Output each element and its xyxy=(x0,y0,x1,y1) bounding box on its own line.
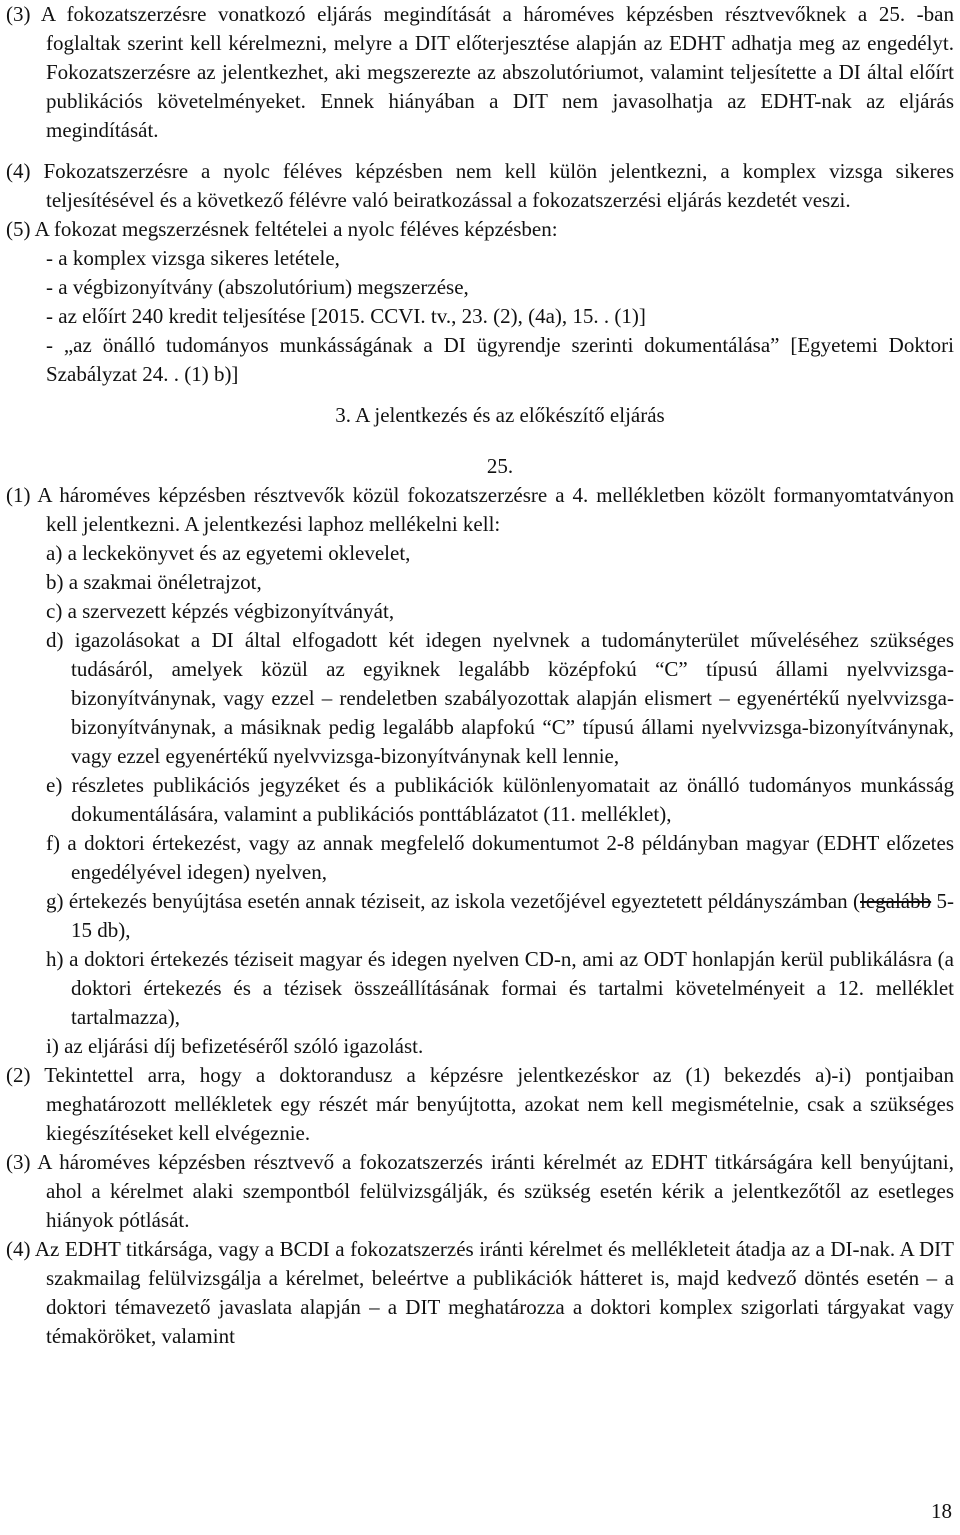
list-item-c: c) a szervezett képzés végbizonyítványát, xyxy=(46,599,395,623)
section-title: 3. A jelentkezés és az előkészítő eljárás xyxy=(335,403,665,427)
list-item-e: e) részletes publikációs jegyzéket és a publikációk különlenyomatait az önálló tudományos munkásság dokumentálására, valamint a publikációs ponttáblázatot (11. melléklet), xyxy=(46,773,954,826)
paragraph-prev-4: (4) Fokozatszerzésre a nyolc féléves képzésben nem kell külön jelentkezni, a komplex vizsga sikeres teljesítésével és a következő félévre való beiratkozással a fokozatszerzési eljárás kezdetét veszi. xyxy=(6,159,954,212)
list-item-g xyxy=(6,887,954,945)
struck-word: legalább xyxy=(860,889,932,913)
spacer xyxy=(6,389,954,401)
section-number: 25. xyxy=(486,454,514,478)
paragraph-1-text: (1) A hároméves képzésben résztvevők közül fokozatszerzésre a 4. mellékletben közölt formanyomtatványon kell jelentkezni. A jelentkezési laphoz mellékelni kell: xyxy=(6,483,954,536)
list-item: - a komplex vizsga sikeres letétele, xyxy=(46,246,340,270)
paragraph-1 xyxy=(6,481,954,1061)
paragraph-3: (3) A hároméves képzésben résztvevő a fokozatszerzés iránti kérelmét az EDHT titkárságára kell benyújtani, ahol a kérelmet alaki szempontból felülvizsgálják, és szükség esetén kérik a jelentkezőtől az esetleges hiányok pótlását. xyxy=(6,1150,954,1232)
paragraph-prev-3: (3) A fokozatszerzésre vonatkozó eljárás megindítását a hároméves képzésben résztvevőknek a 25. -ban foglaltak szerint kell kérelmezni, melyre a DIT előterjesztése alapján az EDHT adhatja meg az engedélyt. Fokozatszerzésre az jelentkezhet, aki megszerezte az abszolutóriumot, valamint teljesítette a DI által előírt publikációs követelményeket. Ennek hiányában a DIT nem javasolhatja az EDHT-nak az eljárás megindítását. xyxy=(6,2,954,142)
paragraph-prev-5 xyxy=(6,215,954,389)
paragraph-2: (2) Tekintettel arra, hogy a doktorandusz a képzésre jelentkezéskor az (1) bekezdés a)-i) pontjaiban meghatározott mellékletek egy részét már benyújtotta, azokat nem kell megismételnie, csak a szükséges kiegészítéseket kell elvégeznie. xyxy=(6,1063,954,1145)
list-item-i: i) az eljárási díj befizetéséről szóló igazolást. xyxy=(46,1034,424,1058)
list-item-f: f) a doktori értekezést, vagy az annak megfelelő dokumentumot 2-8 példányban magyar (EDHT előzetes engedélyével idegen) nyelven, xyxy=(46,831,954,884)
list-item: - a végbizonyítvány (abszolutórium) megszerzése, xyxy=(46,275,469,299)
list-item-a: a) a leckekönyvet és az egyetemi oklevelet, xyxy=(46,541,411,565)
spacer xyxy=(6,430,954,452)
list-item: - az előírt 240 kredit teljesítése [2015. CCVI. tv., 23. (2), (4a), 15. . (1)] xyxy=(46,304,646,328)
spacer xyxy=(6,145,954,157)
list-item-g-text-end: 5-15 db), xyxy=(71,889,954,942)
page-number: 18 xyxy=(931,1499,952,1523)
paragraph-prev-5-intro: (5) A fokozat megszerzésnek feltételei a nyolc féléves képzésben: xyxy=(6,217,558,241)
paragraph-4: (4) Az EDHT titkársága, vagy a BCDI a fokozatszerzés iránti kérelmet és mellékleteit átadja az a DI-nak. A DIT szakmailag felülvizsgálja a kérelmet, beleértve a publikációk hátteret is, majd kedvező döntés esetén – a doktori témavezető javaslata alapján – a DIT meghatározza a doktori komplex szigorlati tárgyakat vagy témaköröket, valamint xyxy=(6,1237,954,1348)
list-item: - „az önálló tudományos munkásságának a DI ügyrendje szerinti dokumentálása” [Egyetemi Doktori Szabályzat 24. . (1) b)] xyxy=(46,333,954,386)
list-item-h: h) a doktori értekezés téziseit magyar és idegen nyelven CD-n, ami az ODT honlapján kerül publikálásra (a doktori értekezés és a tézisek összeállításának formai és tartalmi követelményeit a 12. melléklet tartalmazza), xyxy=(46,947,954,1029)
list-item-d: d) igazolásokat a DI által elfogadott két idegen nyelvnek a tudományterület műveléséhez szükséges tudásáról, amelyek közül az egyiknek legalább középfokú “C” típusú állami nyelvvizsga-bizonyítványnak, vagy ezzel – rendeletben szabályozottak alapján elismert – egyenértékű nyelvvizsga-bizonyítványnak, a másiknak pedig legalább alapfokú “C” típusú állami nyelvvizsga-bizonyítványnak, vagy ezzel egyenértékű nyelvvizsga-bizonyítványnak kell lennie, xyxy=(46,628,954,768)
list-item-g-text: g) értekezés benyújtása esetén annak téziseit, az iskola vezetőjével egyeztetett példányszámban ( xyxy=(46,889,860,913)
list-item-b: b) a szakmai önéletrajzot, xyxy=(46,570,262,594)
